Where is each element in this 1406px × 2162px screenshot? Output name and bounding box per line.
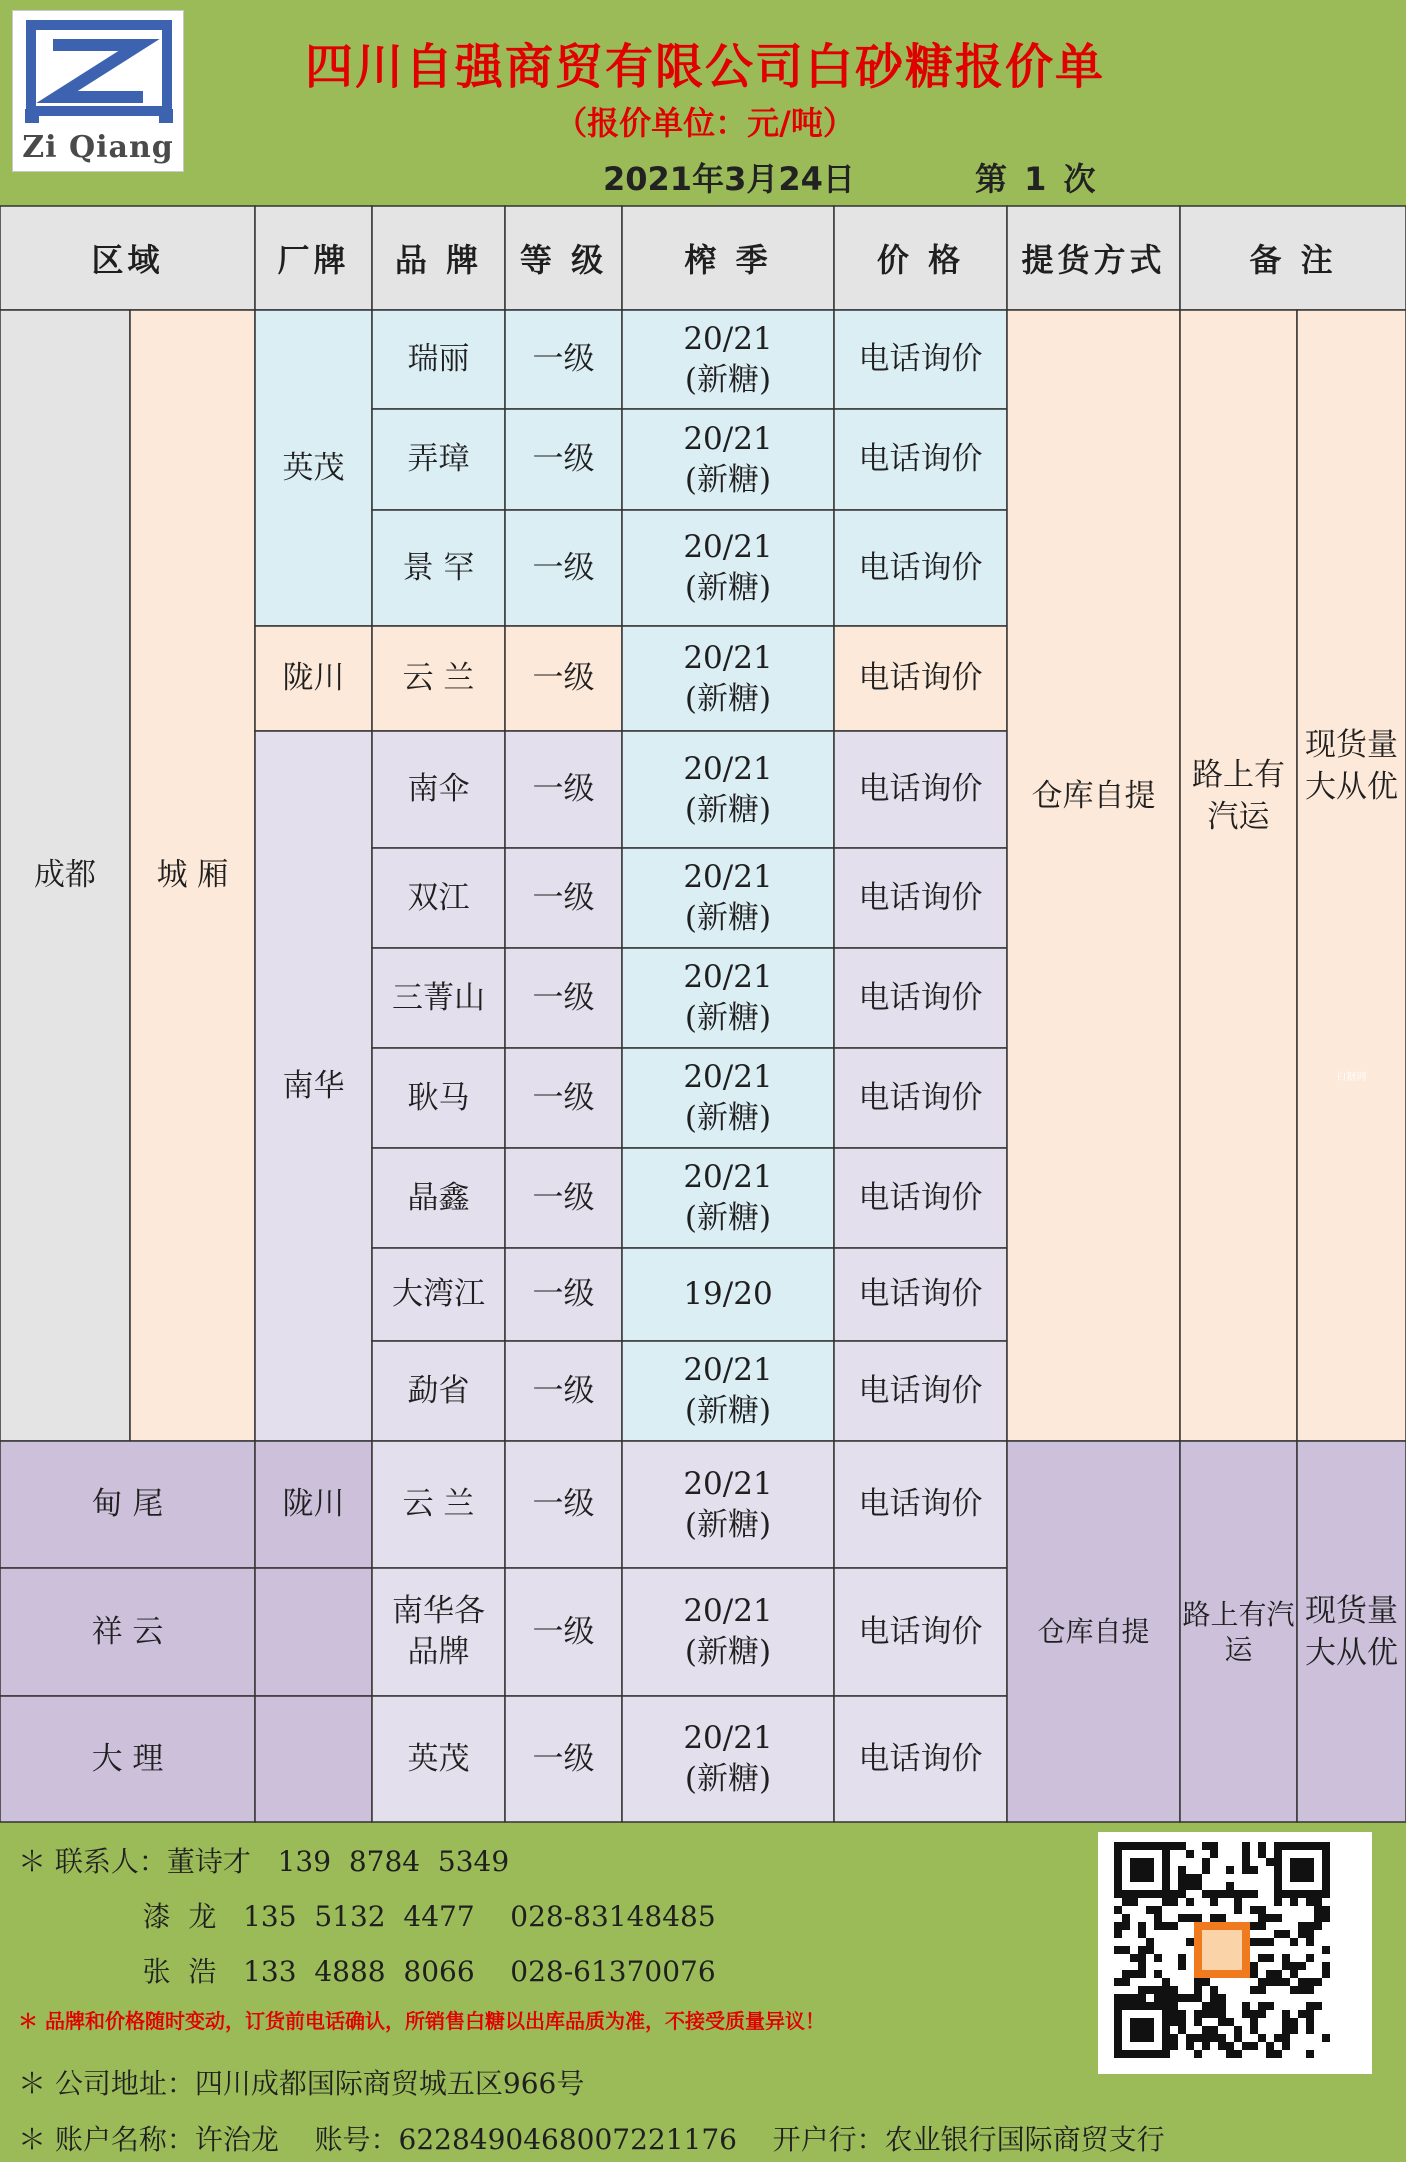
region-chengdu: 成都 xyxy=(34,857,96,893)
quote-count: 第 1 次 xyxy=(975,160,1096,198)
header-6: 提货方式 xyxy=(1021,241,1166,279)
brand-cell: 瑞丽 xyxy=(407,341,470,377)
brand-cell: 晶鑫 xyxy=(407,1179,470,1216)
season-cell-line: 20/21 xyxy=(683,639,773,676)
season-cell-line: (新糖) xyxy=(684,570,772,606)
header-7: 备 注 xyxy=(1249,241,1337,279)
brand-cell-line: 南华各 xyxy=(392,1593,485,1629)
season-cell-line: (新糖) xyxy=(684,1506,772,1543)
season-cell xyxy=(622,1696,834,1822)
brand-cell xyxy=(372,1696,505,1822)
pickup-method: 仓库自提 xyxy=(1031,777,1156,814)
price-cell: 电话询价 xyxy=(858,1079,983,1116)
contact-line-3: 张 浩 133 4888 8066 028-61370076 xyxy=(18,1955,716,1988)
factory-other-0: 陇川 xyxy=(282,1486,345,1522)
disclaimer-note: ＊ 品牌和价格随时变动，订货前电话确认，所销售白糖以出库品质为准，不接受质量异议！ xyxy=(18,2009,825,2033)
contact-line-2: 漆 龙 135 5132 4477 028-83148485 xyxy=(18,1900,716,1933)
brand-cell: 三菁山 xyxy=(392,979,485,1016)
factory-2: 南华 xyxy=(282,1067,345,1104)
page-title: 四川自强商贸有限公司白砂糖报价单 xyxy=(304,39,1105,95)
grade-cell: 一级 xyxy=(532,771,595,807)
transit-note-other: 路上有汽运 xyxy=(1182,1597,1295,1666)
season-cell-line: (新糖) xyxy=(684,1200,772,1236)
season-cell-line: (新糖) xyxy=(684,900,772,936)
region-1: 祥 云 xyxy=(91,1613,164,1650)
grade-cell: 一级 xyxy=(532,979,595,1016)
brand-cell xyxy=(372,1568,505,1696)
season-cell-line: 20/21 xyxy=(683,420,773,457)
logo-text: Zi Qiang xyxy=(22,130,174,165)
factory-0: 英茂 xyxy=(282,449,345,486)
company-address: ＊ 公司地址：四川成都国际商贸城五区966号 xyxy=(18,2067,585,2100)
season-cell xyxy=(622,310,834,409)
season-cell-line: 20/21 xyxy=(683,320,773,357)
header-5: 价 格 xyxy=(876,241,965,279)
season-cell xyxy=(622,1441,834,1568)
remark-note-other: 现货量大从优 xyxy=(1305,1592,1398,1671)
price-cell: 电话询价 xyxy=(858,660,983,696)
region-0: 甸 尾 xyxy=(91,1486,164,1522)
season-cell-line: 20/21 xyxy=(683,529,773,565)
season-cell-line: (新糖) xyxy=(684,461,772,498)
grade-cell: 一级 xyxy=(532,1276,595,1312)
season-cell-line: (新糖) xyxy=(684,361,772,398)
season-cell xyxy=(622,948,834,1048)
grade-cell: 一级 xyxy=(532,660,595,696)
brand-cell-line: 云 兰 xyxy=(402,1486,475,1522)
transit-note: 路上有汽运 xyxy=(1192,756,1285,835)
price-cell: 电话询价 xyxy=(858,549,983,586)
season-cell xyxy=(622,848,834,948)
factory-other-2 xyxy=(255,1696,372,1822)
season-cell-line: (新糖) xyxy=(684,1393,772,1429)
brand-cell: 大湾江 xyxy=(392,1276,485,1312)
brand-cell: 勐省 xyxy=(407,1372,470,1409)
season-cell xyxy=(622,409,834,510)
price-cell: 电话询价 xyxy=(858,1486,983,1522)
factory-other-1 xyxy=(255,1568,372,1696)
grade-cell: 一级 xyxy=(532,549,595,586)
brand-cell: 双江 xyxy=(407,879,470,916)
qr-code-icon xyxy=(1098,1832,1372,2074)
season-cell-line: (新糖) xyxy=(684,1000,772,1036)
season-cell-line: 20/21 xyxy=(683,859,773,895)
price-cell: 电话询价 xyxy=(858,1179,983,1216)
bank-account: ＊ 账户名称：许治龙 账号：6228490468007221176 开户行：农业银行国际商贸支行 xyxy=(18,2123,1165,2156)
brand-cell: 南伞 xyxy=(407,771,470,807)
season-cell-line: (新糖) xyxy=(684,1634,772,1670)
season-cell-line: 20/21 xyxy=(683,1159,773,1195)
grade-cell: 一级 xyxy=(532,341,595,377)
grade-cell: 一级 xyxy=(532,1372,595,1409)
brand-cell: 弄璋 xyxy=(407,441,470,477)
grade-cell: 一级 xyxy=(532,1179,595,1216)
district-chengxiang: 城 厢 xyxy=(156,857,229,893)
season-cell xyxy=(622,510,834,626)
season-cell xyxy=(622,1148,834,1248)
season-cell-line: 20/21 xyxy=(683,750,773,787)
brand-cell: 云 兰 xyxy=(402,660,475,696)
price-cell: 电话询价 xyxy=(858,441,983,477)
grade-cell: 一级 xyxy=(532,879,595,916)
season-cell-line: 20/21 xyxy=(683,1465,773,1502)
region-2: 大 理 xyxy=(91,1740,164,1777)
grade-cell: 一级 xyxy=(532,1079,595,1116)
header-1: 厂牌 xyxy=(277,241,350,279)
season-cell xyxy=(622,1248,834,1341)
season-cell-line: (新糖) xyxy=(684,1100,772,1136)
season-cell-line: 20/21 xyxy=(683,959,773,995)
season-cell xyxy=(622,731,834,848)
season-cell-line: 20/21 xyxy=(683,1352,773,1388)
brand-cell: 景 罕 xyxy=(402,549,475,586)
price-cell: 电话询价 xyxy=(858,771,983,807)
grade-cell: 一级 xyxy=(532,1613,595,1650)
brand-cell-line: 英茂 xyxy=(407,1740,470,1777)
contact-line-1: ＊ 联系人：董诗才 139 8784 5349 xyxy=(18,1845,510,1878)
grade-cell: 一级 xyxy=(532,441,595,477)
season-cell-line: 20/21 xyxy=(683,1593,773,1629)
price-cell: 电话询价 xyxy=(858,1740,983,1777)
brand-cell: 耿马 xyxy=(407,1079,470,1116)
price-unit: （报价单位：元/吨） xyxy=(555,104,855,142)
season-cell-line: 20/21 xyxy=(683,1720,773,1756)
grade-cell: 一级 xyxy=(532,1486,595,1522)
price-cell: 电话询价 xyxy=(858,1372,983,1409)
factory-1: 陇川 xyxy=(282,660,345,696)
price-cell: 电话询价 xyxy=(858,979,983,1016)
pickup-method-other: 仓库自提 xyxy=(1037,1615,1150,1648)
price-cell: 电话询价 xyxy=(858,879,983,916)
watermark-small: 白糖网 xyxy=(1336,1071,1367,1083)
season-cell-line: (新糖) xyxy=(684,1761,772,1797)
season-cell xyxy=(622,626,834,731)
season-cell-line: 19/20 xyxy=(683,1276,773,1312)
price-cell: 电话询价 xyxy=(858,341,983,377)
brand-cell-line: 品牌 xyxy=(407,1634,470,1670)
header-2: 品 牌 xyxy=(394,241,483,279)
grade-cell: 一级 xyxy=(532,1740,595,1777)
remark-note: 现货量大从优 xyxy=(1305,726,1398,805)
season-cell xyxy=(622,1341,834,1441)
season-cell xyxy=(622,1568,834,1696)
season-cell-line: (新糖) xyxy=(684,680,772,717)
season-cell-line: (新糖) xyxy=(684,791,772,828)
qr-code[interactable] xyxy=(1098,1832,1372,2074)
header-4: 榨 季 xyxy=(684,241,772,279)
price-cell: 电话询价 xyxy=(858,1276,983,1312)
header-0: 区域 xyxy=(91,241,164,279)
season-cell xyxy=(622,1048,834,1148)
season-cell-line: 20/21 xyxy=(683,1059,773,1095)
header-3: 等 级 xyxy=(519,241,608,279)
price-cell: 电话询价 xyxy=(858,1613,983,1650)
brand-cell xyxy=(372,1441,505,1568)
quote-date: 2021年3月24日 xyxy=(603,160,855,198)
